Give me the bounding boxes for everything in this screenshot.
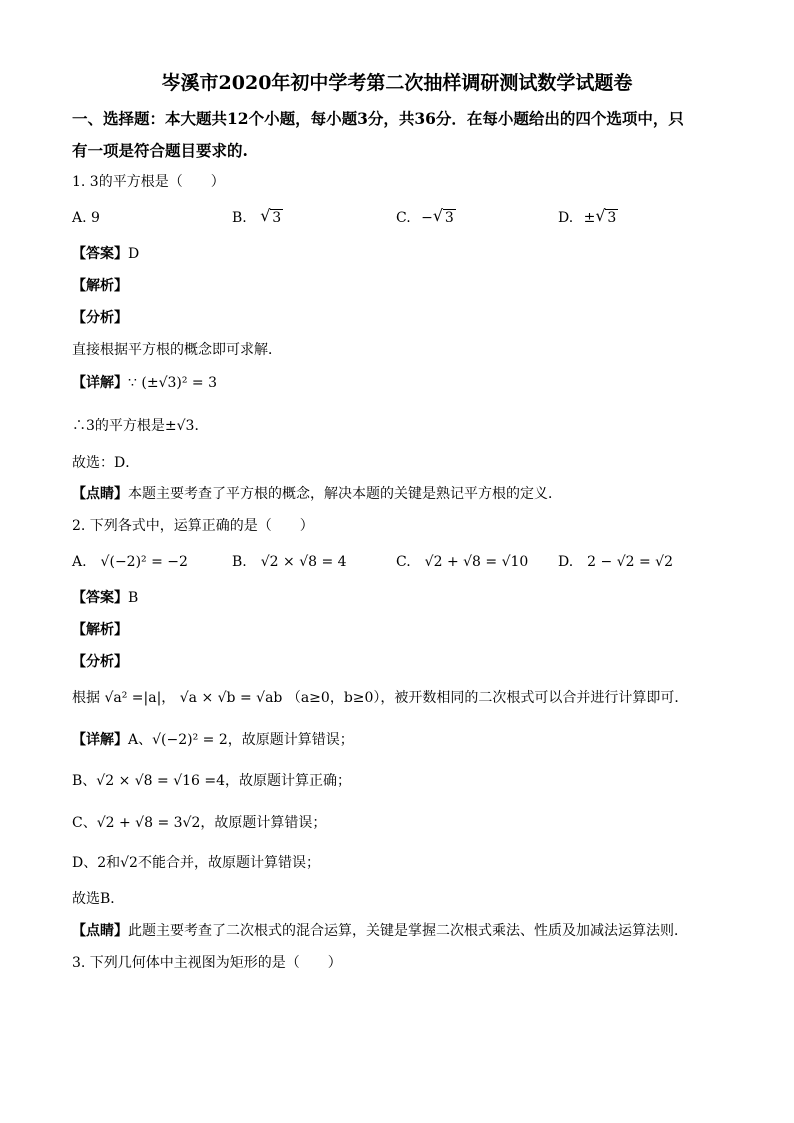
q1-option-d-radical: [596, 208, 618, 228]
section-heading-line1: 一、选择题：本大题共12个小题，每小题3分，共36分．在每小题给出的四个选项中，只: [72, 109, 684, 128]
q1-fenxi-text: 直接根据平方根的概念即可求解．: [72, 342, 282, 358]
q2-option-d: D. 2 − √2 = √2: [558, 554, 674, 570]
q1-option-b: [232, 208, 283, 228]
q1-answer-value: D: [128, 246, 140, 262]
q2-detail-a-text: A、√(−2)² = 2，故原题计算错误；: [128, 732, 354, 748]
q2-fenxi-text: 根据 √a² =|a|， √a × √b = √ab （a≥0，b≥0），被开数相同的二次根式可以合并进行计算即可．: [72, 690, 689, 706]
q2-detail-label: 【详解】: [72, 732, 128, 748]
q1-detail: [72, 373, 217, 393]
q1-jiexi-label: 【解析】: [72, 278, 128, 294]
q2-dianjing: [72, 921, 688, 941]
q1-option-d-sign: ±: [583, 210, 596, 226]
q2-answer: [72, 588, 138, 608]
q1-dianjing-label: 【点睛】: [72, 486, 128, 502]
q1-answer-label: 【答案】: [72, 246, 128, 262]
q1-option-b-radicand: 3: [272, 210, 282, 226]
q1-dianjing-text: 本题主要考查了平方根的概念，解决本题的关键是熟记平方根的定义．: [128, 486, 562, 502]
q2-jiexi-label: 【解析】: [72, 622, 128, 638]
q1-option-c-label: C.: [396, 210, 411, 226]
q2-answer-value: B: [128, 590, 139, 606]
q1-option-a: A. 9: [72, 210, 100, 226]
page-title: 岑溪市2020年初中学考第二次抽样调研测试数学试题卷: [161, 72, 633, 94]
q1-answer: [72, 244, 139, 264]
q2-detail-c: C、√2 + √8 = 3√2，故原题计算错误；: [72, 815, 327, 831]
q1-dianjing: [72, 484, 562, 504]
q2-stem: 2. 下列各式中，运算正确的是（ ）: [72, 518, 314, 534]
q1-option-b-label: B.: [232, 210, 247, 226]
q1-stem: 1. 3的平方根是（ ）: [72, 174, 225, 190]
q1-option-d-label: D.: [558, 210, 574, 226]
section-heading-line2: 有一项是符合题目要求的.: [72, 141, 248, 160]
q2-detail-a: [72, 730, 354, 750]
q2-answer-label: 【答案】: [72, 590, 128, 606]
q1-therefore: ∴3的平方根是±√3．: [72, 418, 209, 434]
q3-stem: 3. 下列几何体中主视图为矩形的是（ ）: [72, 955, 342, 971]
q2-option-c: C. √2 + √8 = √10: [396, 554, 529, 570]
q2-dianjing-text: 此题主要考查了二次根式的混合运算，关键是掌握二次根式乘法、性质及加减法运算法则．: [128, 923, 688, 939]
q2-choose: 故选B．: [72, 891, 125, 907]
q1-detail-because: ∵: [128, 375, 137, 391]
q1-option-c-radical: [434, 208, 456, 228]
q1-detail-label: 【详解】: [72, 375, 128, 391]
q2-detail-b: B、√2 × √8 = √16 =4，故原题计算正确；: [72, 773, 352, 789]
q1-option-c: [396, 208, 456, 228]
q2-option-a: A. √(−2)² = −2: [72, 554, 188, 570]
q1-fenxi-label: 【分析】: [72, 310, 128, 326]
q1-option-d: [558, 208, 618, 228]
q1-detail-expression: (±√3)² = 3: [141, 375, 218, 391]
q2-option-b: B. √2 × √8 = 4: [232, 554, 347, 570]
q1-choose: 故选：D．: [72, 455, 140, 471]
q1-option-c-radicand: 3: [444, 210, 454, 226]
q1-option-b-radical: [261, 208, 283, 228]
q1-option-c-sign: −: [421, 210, 433, 226]
q1-option-d-radicand: 3: [607, 210, 617, 226]
q2-dianjing-label: 【点睛】: [72, 923, 128, 939]
q2-fenxi-label: 【分析】: [72, 654, 128, 670]
q2-detail-d: D、2和√2不能合并，故原题计算错误；: [72, 855, 320, 871]
